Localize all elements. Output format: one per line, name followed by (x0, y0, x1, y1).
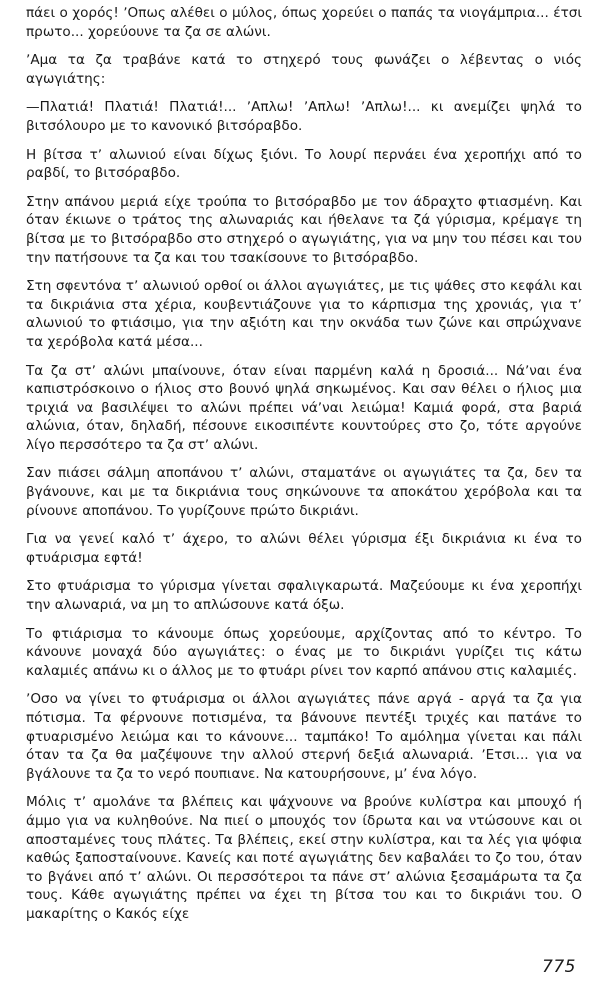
paragraph-7: Τα ζα στʼ αλώνι μπαίνουνε, όταν είναι παρμένη καλά η δροσιά... Νάʼναι ένα καπιστρόσκοινο ο ήλιος στο βουνό ψηλά σηκωμένος. Και σαν θέλει ο ήλιος μια τριχιά να βασιλέψει το αλώνι πρέπει νάʼναι λειώμα! Καμιά φορά, στα βαριά αλώνια, όταν, δηλαδή, πέσουνε εικοσιπέντε κουντούρες στο ζο, τότε αργούνε λίγο περσσότερο τα ζα στʼ αλώνι. (26, 362, 582, 453)
paragraph-10: Στο φτυάρισμα το γύρισμα γίνεται σφαλιγκαρωτά. Μαζεύουμε κι ένα χεροπήχι την αλωναριά, να μη το απλώσουνε κατά όξω. (26, 578, 582, 614)
paragraph-4: Η βίτσα τʼ αλωνιού είναι δίχως ξιόνι. Το λουρί περνάει ένα χεροπήχι από το ραβδί, το βιτσόραβδο. (26, 146, 582, 182)
paragraph-12: ʼΟσο να γίνει το φτυάρισμα οι άλλοι αγωγιάτες πάνε αργά - αργά τα ζα για πότισμα. Τα φέρνουνε ποτισμένα, τα βάνουνε πεντέξι τριχές και πατάνε το φτυαρισμένο λειώμα και το κάνουνε... ταμπάκο! Το αμόλημα γίνεται και πάλι όταν τα ζα θα μαζέψουνε την αλλού στερνή δεξιά αλωναριά. ʼΕτσι... για να βγάλουνε τα ζα το νερό πουπιανε. Να κατουρήσουνε, μʼ ένα λόγο. (26, 691, 582, 782)
paragraph-8: Σαν πιάσει σάλμη αποπάνου τʼ αλώνι, σταματάνε οι αγωγιάτες τα ζα, δεν τα βγάνουνε, και με τα δικριάνια τους σηκώνουνε τα αποκάτου χερόβολα και τα ρίνουνε αποπάνου. Το γυρίζουνε πρώτο δικριάνι. (26, 465, 582, 519)
paragraph-1: πάει ο χορός! ʼΟπως αλέθει ο μύλος, όπως χορεύει ο παπάς τα νιογάμπρια... έτσι πρωτο... χορεύουνε τα ζα σε αλώνι. (26, 5, 582, 40)
paragraph-13: Μόλις τʼ αμολάνε τα βλέπεις και ψάχνουνε να βρούνε κυλίστρα και μπουχό ή άμμο για να κυληθούνε. Να πιεί ο μπουχός τον ίδρωτα και να ντώσουνε και οι αποσταμένες τους πλάτες. Τα βλέπεις, εκεί στην κυλίστρα, και τα λές για ψόφια καθώς ξαποσταίνουνε. Κανείς και ποτέ αγωγιάτης δεν καβαλάει το ζο του, όταν το βγάνει από τʼ αλώνι. Οι περσσότεροι τα πάνε στʼ αλώνια ξεσαμάρωτα τα ζα τους. Κάθε αγωγιάτης πρέπει να έχει τη βίτσα του και το δικριάνι του. Ο μακαρίτης ο Κακός είχε (26, 794, 582, 922)
paragraph-3: —Πλατιά! Πλατιά! Πλατιά!... ʼΑπλω! ʼΑπλω! ʼΑπλω!... κι ανεμίζει ψηλά το βιτσόλουρο με το κανονικό βιτσόραβδο. (26, 99, 582, 134)
page-body (26, 4, 582, 934)
paragraph-9: Για να γενεί καλό τʼ άχερο, το αλώνι θέλει γύρισμα έξι δικριάνια κι ένα το φτυάρισμα εφτά! (26, 531, 582, 566)
page-number: 775 (542, 957, 576, 977)
paragraph-11: Το φτιάρισμα το κάνουμε όπως χορεύουμε, αρχίζοντας από το κέντρο. Το κάνουνε μοναχά δύο αγωγιάτες: ο ένας με το δικριάνι γυρίζει τις κάτω καλαμιές απάνω κι ο άλλος με το φτυάρι ρίνει τον καρπό απάνου στις καλαμιές. (26, 625, 582, 679)
paragraph-5: Στην απάνου μεριά είχε τρούπα το βιτσόραβδο με τον άδραχτο φτιασμένη. Και όταν έκιωνε ο τράτος της αλωναριάς και ήθελανε τα ζά γύρισμα, κρέμαγε τη βίτσα με το βιτσόραβδο στο στηχερό ο αγωγιάτης, για να μην του πέσει και του την πατήσουνε τα ζα και του τσακίσουνε το βιτσόραβδο. (26, 193, 582, 266)
paragraph-6: Στη σφεντόνα τʼ αλωνιού ορθοί οι άλλοι αγωγιάτες, με τις ψάθες στο κεφάλι και τα δικριάνια στα χέρια, κουβεντιάζουνε για το κάρπισμα της χρονιάς, για τʼ αλωνιού το φτιάσιμο, για την αξιότη και την οκνάδα των ζώνε και σπρώχνανε τα χερόβολα κατά μέσα... (26, 278, 582, 350)
paragraph-2: ʼΑμα τα ζα τραβάνε κατά το στηχερό τους φωνάζει ο λέβεντας ο νιός αγωγιάτης: (26, 52, 582, 87)
